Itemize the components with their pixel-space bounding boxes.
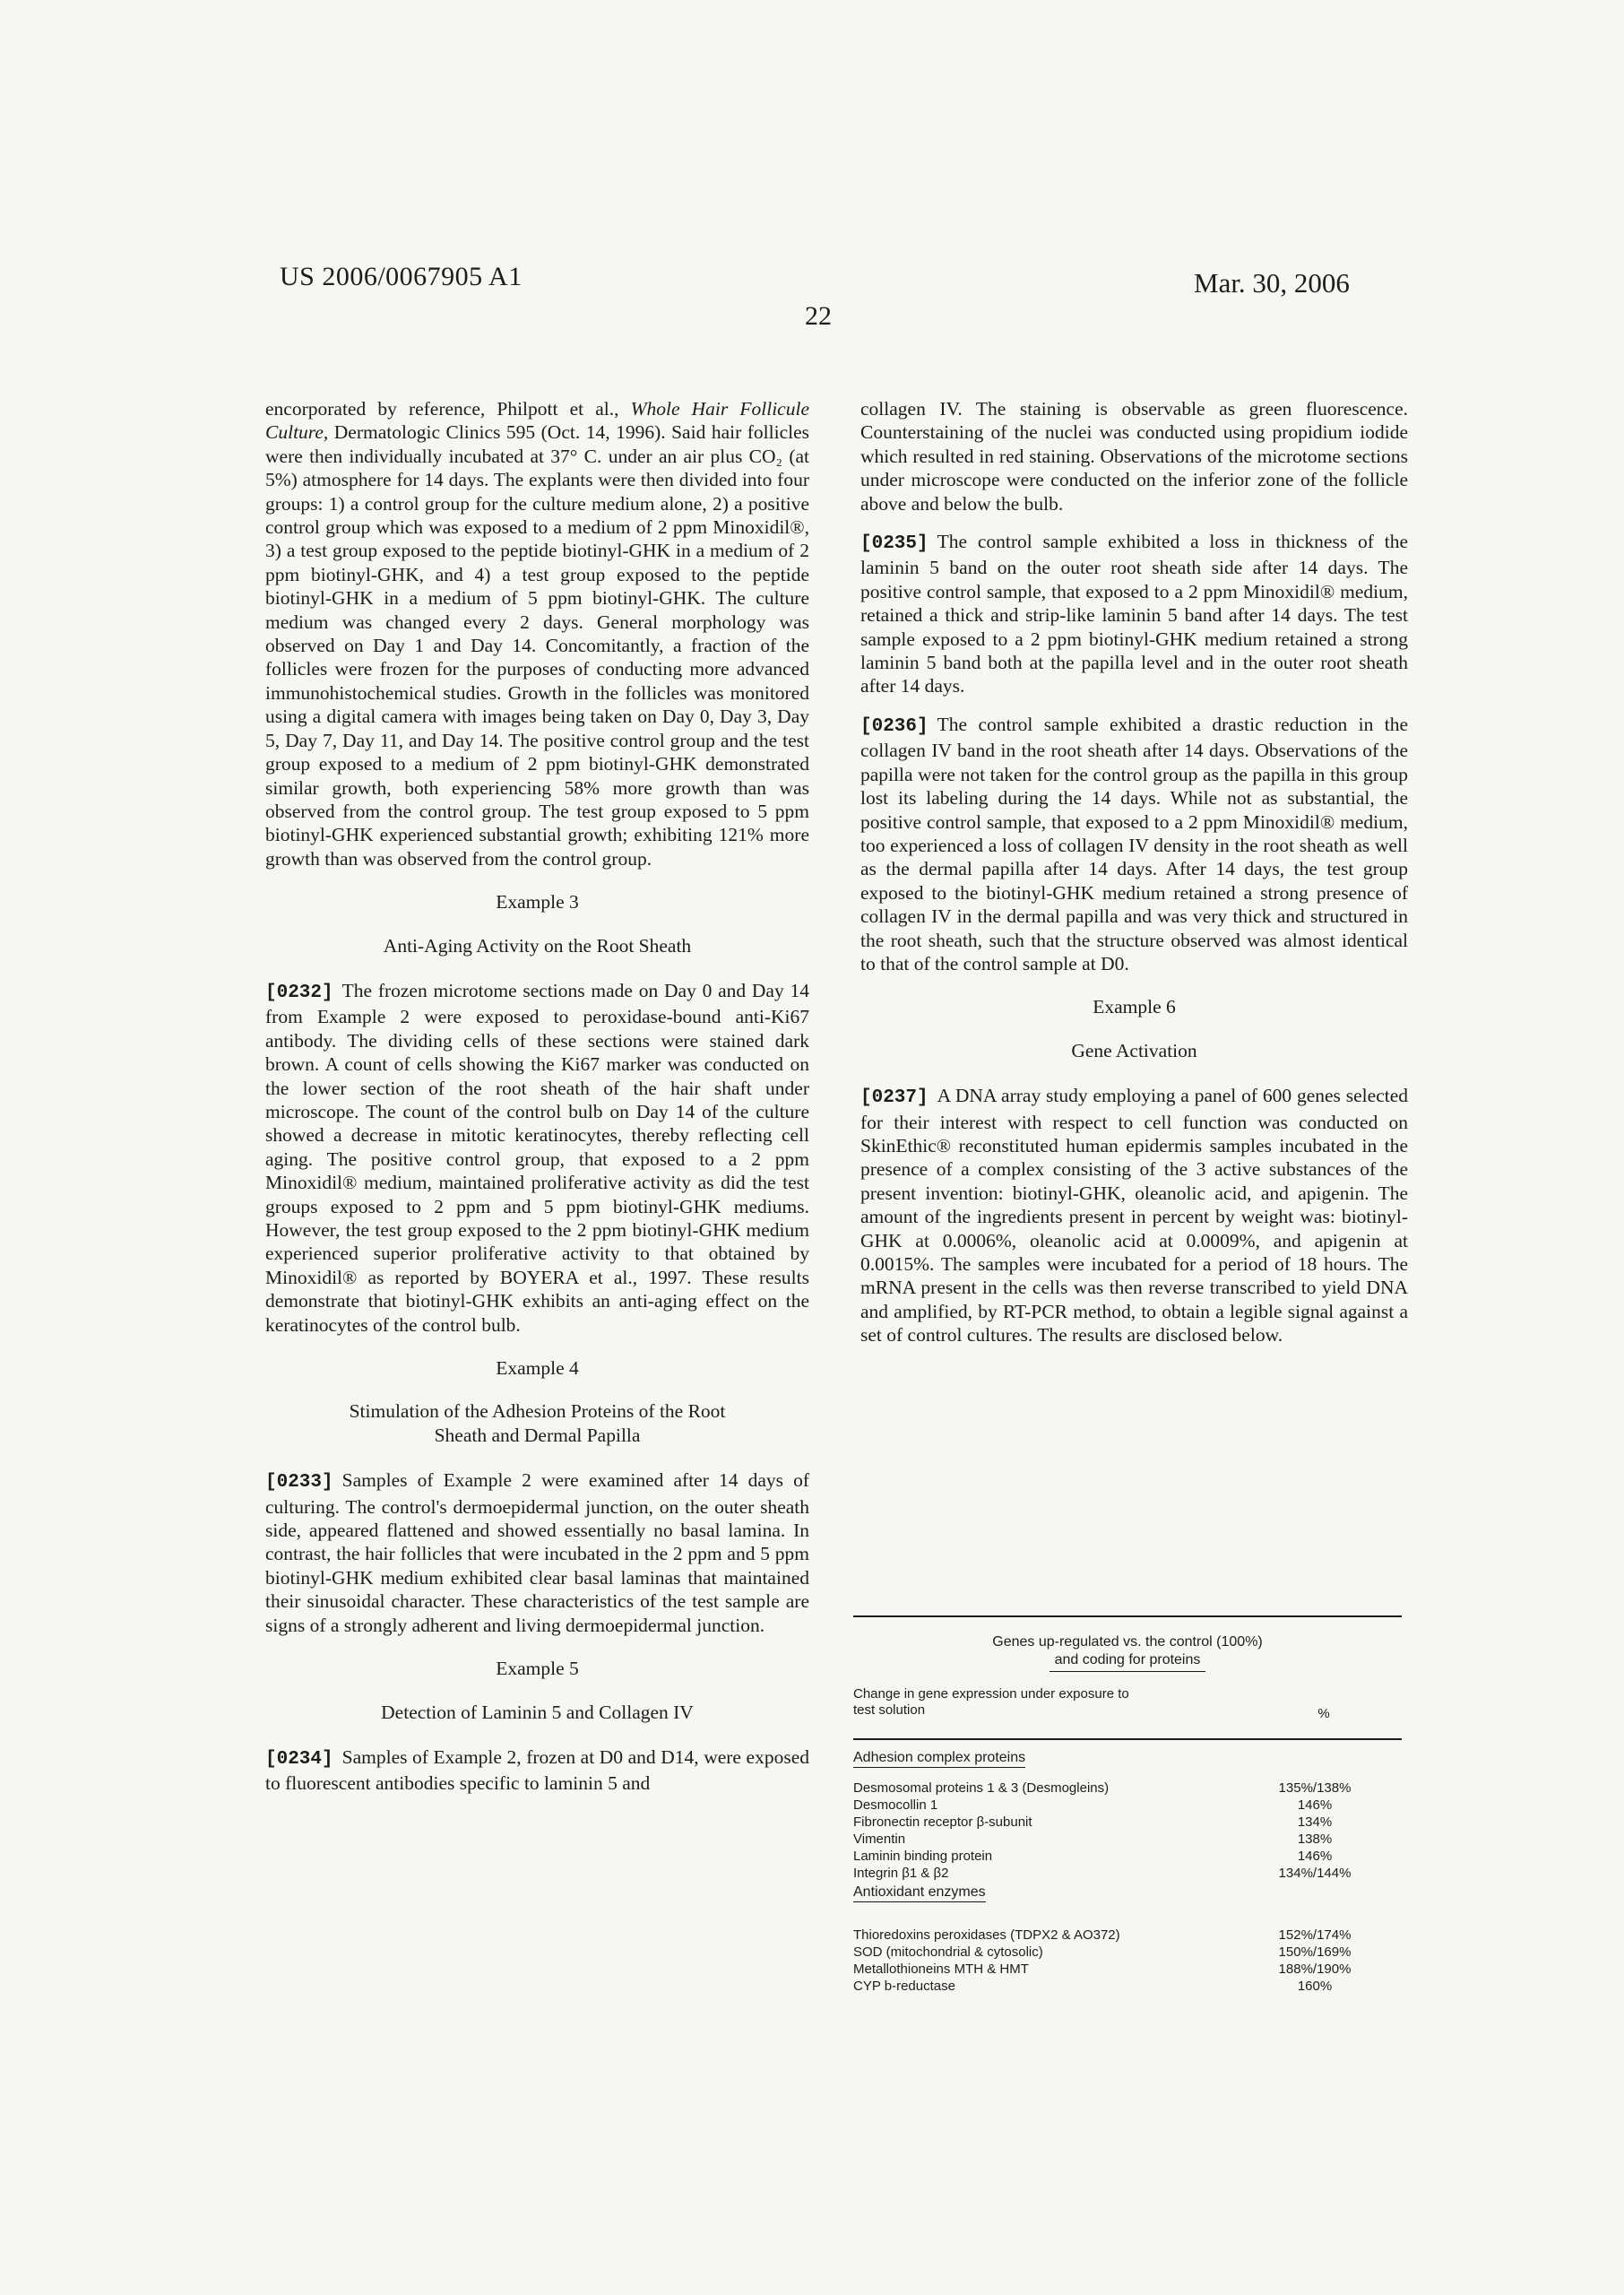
table-row (853, 1780, 1402, 1797)
example-6-heading: Example 6 (1093, 996, 1176, 1018)
example-4-heading: Example 4 (496, 1357, 579, 1380)
paragraph-0237 (860, 1084, 1408, 1347)
section-title: Adhesion complex proteins (853, 1750, 1025, 1768)
paragraph-text: The frozen microtome sections made on Day 0 and Day 14 from Example 2 were exposed to peroxidase-bound anti-Ki67 antibody. The dividing cells of these sections were stained dark brown. A count of cells showing the Ki67 marker was conducted on the lower section of the root sheath of the hair shaft under microscope. The count of the control bulb on Day 14 of the culture showed a decrease in mitotic keratinocytes, thereby reflecting cell aging. The positive control group, that exposed to a 2 ppm Minoxidil® medium, maintained proliferative activity as did the test groups exposed to 2 ppm and 5 ppm biotinyl-GHK mediums. However, the test group exposed to the 2 ppm biotinyl-GHK medium experienced superior proliferative activity to that obtained by Minoxidil® as reported by BOYERA et al., 1997. These results demonstrate that biotinyl-GHK exhibits an anti-aging effect on the keratinocytes of the control bulb. (265, 979, 809, 1336)
antioxidant-rows (853, 1927, 1402, 1995)
table-row (853, 1927, 1402, 1944)
expression-value: 135%/138% (1278, 1780, 1352, 1796)
table-row (853, 1814, 1402, 1831)
expression-value: 134%/144% (1278, 1866, 1352, 1881)
expression-value: 138% (1297, 1832, 1333, 1847)
table-row (853, 1961, 1402, 1978)
expression-value: 150%/169% (1278, 1944, 1352, 1960)
table-title (853, 1633, 1402, 1672)
table-header-row (853, 1686, 1402, 1733)
table-row (853, 1797, 1402, 1814)
paragraph-text: The control sample exhibited a drastic reduction in the collagen IV band in the root sheath after 14 days. Observations of the papilla were not taken for the control group as the papilla in this group lost its labeling during the 14 days. While not as substantial, the positive control sample, that exposed to a 2 ppm Minoxidil® medium, too experienced a loss of collagen IV density in the root sheath as well as the dermal papilla after 14 days. After 14 days, the test group exposed to the biotinyl-GHK medium retained a strong presence of collagen IV in the dermal papilla and was very thick and structured in the root sheath, such that the structure observed was almost identical to that of the control sample at D0. (860, 713, 1408, 974)
paragraph-0234-continued: collagen IV. The staining is observable as green fluorescence. Counterstaining of the nuclei was conducted using propidium iodide which resulted in red staining. Observations of the microtome sections under microscope were conducted on the inferior zone of the follicle above and below the bulb. (860, 398, 1408, 515)
intro-text-post: Dermatologic Clinics 595 (Oct. 14, 1996). Said hair follicles were then individually incubated at 37° C. under an air plus CO₂ (at 5%) atmosphere for 14 days. The explants were then divided into four groups: 1) a control group for the culture medium alone, 2) a positive control group which was exposed to a medium of 2 ppm Minoxidil®, 3) a test group exposed to the peptide biotinyl-GHK in a medium of 2 ppm biotinyl-GHK, and 4) a test group exposed to the peptide biotinyl-GHK in a medium of 5 ppm biotinyl-GHK. The culture medium was changed every 2 days. General morphology was observed on Day 1 and Day 14. Concomitantly, a fraction of the follicles were frozen for the purposes of conducting more advanced immunohistochemical studies. Growth in the follicles was monitored using a digital camera with images being taken on Day 0, Day 3, Day 5, Day 7, Day 11, and Day 14. The positive control group and the test group exposed to a medium of 2 ppm biotinyl-GHK demonstrated similar growth, both experiencing 58% more growth than was observed from the control group. The test group exposed to 5 ppm biotinyl-GHK experienced substantial growth; exhibiting 121% more growth than was observed from the control group. (265, 421, 809, 870)
gene-name: Laminin binding protein (853, 1849, 993, 1864)
paragraph-0235 (860, 530, 1408, 698)
paragraph-0232 (265, 979, 809, 1337)
expression-value: 160% (1297, 1979, 1333, 1994)
table-row (853, 1848, 1402, 1865)
paragraph-number: [0235] (860, 533, 929, 555)
table-top-rule (853, 1615, 1402, 1617)
column-header-line2: test solution (853, 1702, 926, 1718)
paragraph-0236 (860, 713, 1408, 975)
adhesion-rows (853, 1780, 1402, 1882)
expression-value: 188%/190% (1278, 1962, 1352, 1977)
column-header-change (853, 1686, 1230, 1719)
paragraph-text: Samples of Example 2, frozen at D0 and D14, were exposed to fluorescent antibodies specific to laminin 5 and (265, 1745, 809, 1795)
section-antioxidant (853, 1884, 1402, 1901)
table-row (853, 1865, 1402, 1882)
example-3-heading: Example 3 (496, 891, 579, 914)
publication-date: Mar. 30, 2006 (1194, 267, 1350, 299)
gene-name: Vimentin (853, 1832, 906, 1847)
paragraph-number: [0232] (265, 982, 333, 1003)
paragraph-text: The control sample exhibited a loss in thickness of the laminin 5 band on the outer root sheath side after 14 days. The positive control sample, that exposed to a 2 ppm Minoxidil® medium, retained a thick and strip-like laminin 5 band after 14 days. The test sample exposed to a 2 ppm biotinyl-GHK medium retained a strong laminin 5 band both at the papilla level and in the outer root sheath after 14 days. (860, 531, 1408, 697)
example-3-title: Anti-Aging Activity on the Root Sheath (383, 934, 692, 957)
paragraph-0233 (265, 1468, 809, 1637)
table-title-line2: and coding for proteins (1050, 1651, 1206, 1672)
table-row (853, 1831, 1402, 1848)
paragraph-number: [0234] (265, 1748, 333, 1770)
paragraph-number: [0233] (265, 1472, 333, 1494)
example-5-title: Detection of Laminin 5 and Collagen IV (381, 1701, 694, 1723)
expression-value: 146% (1297, 1849, 1333, 1864)
gene-name: Desmocollin 1 (853, 1797, 938, 1813)
cited-title: Whole Hair Follicule Culture, (265, 398, 809, 444)
intro-paragraph (265, 397, 809, 870)
gene-name: Integrin β1 & β2 (853, 1866, 949, 1881)
publication-number: US 2006/0067905 A1 (280, 262, 523, 291)
intro-text-pre: encorporated by reference, Philpott et al., (265, 398, 631, 420)
expression-value: 134% (1297, 1814, 1333, 1830)
table-row (853, 1978, 1402, 1995)
table-row (853, 1944, 1402, 1961)
left-column (265, 397, 809, 1796)
gene-name: Fibronectin receptor β-subunit (853, 1814, 1032, 1830)
section-title: Antioxidant enzymes (853, 1884, 986, 1902)
section-adhesion (853, 1749, 1402, 1767)
gene-name: SOD (mitochondrial & cytosolic) (853, 1944, 1043, 1960)
gene-name: Thioredoxins peroxidases (TDPX2 & AO372) (853, 1927, 1120, 1943)
paragraph-number: [0236] (860, 715, 929, 737)
expression-value: 152%/174% (1278, 1927, 1352, 1943)
paragraph-text: Samples of Example 2 were examined after 14 days of culturing. The control's dermoepidermal junction, on the outer sheath side, appeared flattened and showed essentially no basal lamina. In contrast, the hair follicles that were incubated in the 2 ppm and 5 ppm biotinyl-GHK medium exhibited clear basal laminas that maintained their sinusoidal character. These characteristics of the test sample are signs of a strongly adherent and living dermoepidermal junction. (265, 1469, 809, 1636)
example-6-title: Gene Activation (1071, 1039, 1197, 1061)
gene-name: Metallothioneins MTH & HMT (853, 1962, 1029, 1977)
example-4-title-line2: Sheath and Dermal Papilla (434, 1424, 641, 1446)
column-header-percent: % (1317, 1706, 1330, 1721)
paragraph-text: A DNA array study employing a panel of 600 genes selected for their interest with respect to cell function was conducted on SkinEthic® reconstituted human epidermis samples incubated in the presence of a complex consisting of the 3 active substances of the present invention: biotinyl-GHK, oleanolic acid, and apigenin. The amount of the ingredients present in percent by weight was: biotinyl-GHK at 0.0006%, oleanolic acid at 0.0009%, and apigenin at 0.0015%. The samples were incubated for a period of 18 hours. The mRNA present in the cells was then reverse transcribed to yield DNA and amplified, by RT-PCR method, to obtain a legible signal against a set of control cultures. The results are disclosed below. (860, 1085, 1408, 1347)
gene-name: CYP b-reductase (853, 1979, 955, 1994)
example-4-title-line1: Stimulation of the Adhesion Proteins of the Root (349, 1400, 726, 1423)
right-column (860, 397, 1408, 1347)
page-number: 22 (805, 301, 832, 331)
paragraph-number: [0237] (860, 1087, 929, 1109)
paragraph-0234 (265, 1745, 809, 1796)
gene-name: Desmosomal proteins 1 & 3 (Desmogleins) (853, 1780, 1110, 1796)
example-5-heading: Example 5 (496, 1658, 579, 1680)
gene-expression-table (853, 1615, 1402, 1995)
table-title-line1: Genes up-regulated vs. the control (100%) (992, 1634, 1263, 1650)
expression-value: 146% (1297, 1797, 1333, 1813)
column-header-line1: Change in gene expression under exposure to (853, 1686, 1129, 1702)
table-header-rule (853, 1738, 1402, 1740)
